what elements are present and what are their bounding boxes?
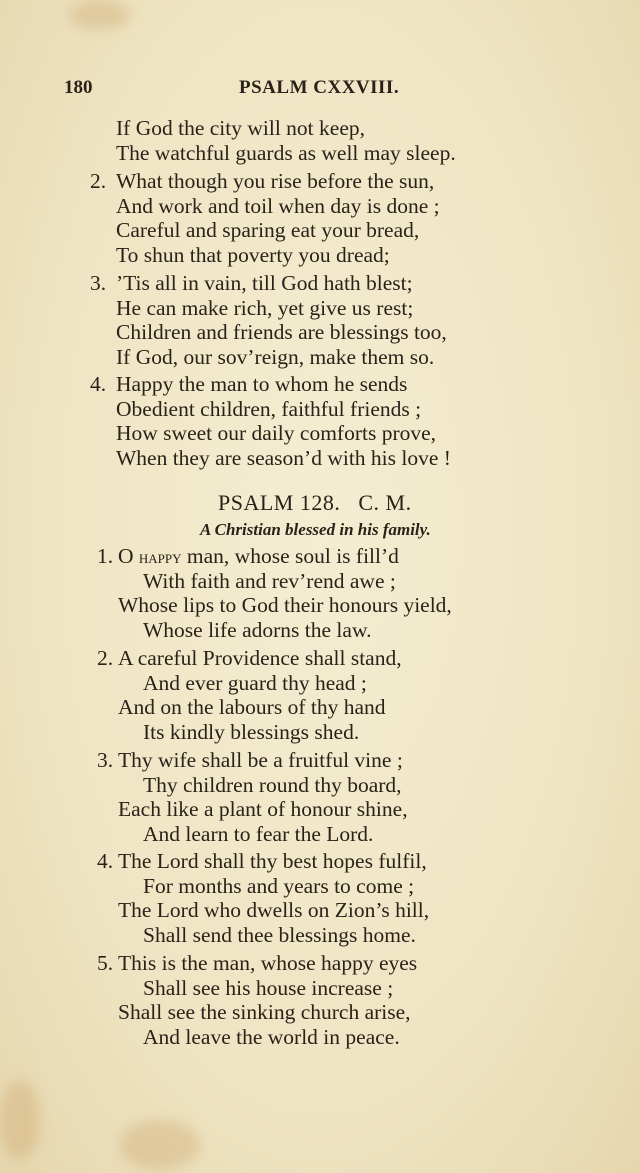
paper-stain [120, 1120, 200, 1170]
psalm-subtitle: A Christian blessed in his family. [200, 520, 431, 539]
running-head: PSALM CXXVIII. [239, 77, 400, 98]
verse-line: This is the man, whose happy eyes [118, 951, 418, 975]
verse-line: And ever guard thy head ; [143, 670, 367, 695]
verse-line: Thy wife shall be a fruitful vine ; [118, 748, 403, 772]
stanza-number: 4. [97, 849, 114, 873]
verse-line: Children and friends are blessings too, [116, 320, 447, 345]
verse-line: A careful Providence shall stand, [118, 646, 402, 670]
verse-line: Careful and sparing eat your bread, [116, 218, 420, 243]
verse-line: Whose lips to God their honours yield, [118, 593, 452, 617]
verse-line: And leave the world in peace. [143, 1024, 400, 1049]
verse-line: He can make rich, yet give us rest; [116, 295, 414, 320]
verse-line: Obedient children, faithful friends ; [116, 396, 422, 421]
verse-line: And on the labours of thy hand [118, 695, 386, 719]
verse-line: The Lord shall thy best hopes fulfil, [118, 849, 427, 873]
verse-line: If God, our sov’reign, make them so. [116, 345, 435, 370]
verse-line: With faith and rev’rend awe ; [143, 568, 396, 593]
stanza-number: 5. [97, 951, 114, 975]
verse-line: Happy the man to whom he sends [116, 372, 408, 396]
verse-line: For months and years to come ; [143, 873, 415, 898]
verse-line: The watchful guards as well may sleep. [116, 141, 456, 165]
verse-line: Shall send thee blessings home. [143, 922, 416, 947]
verse-line [118, 544, 399, 570]
verse-line: Each like a plant of honour shine, [118, 797, 408, 821]
initial-word: O [118, 544, 134, 568]
verse-line: Whose life adorns the law. [143, 617, 372, 642]
verse-line: Shall see the sinking church arise, [118, 1000, 411, 1024]
verse-line: Its kindly blessings shed. [143, 719, 360, 744]
verse-line: And learn to fear the Lord. [143, 821, 374, 846]
verse-line: To shun that poverty you dread; [116, 243, 390, 268]
stanza-number: 3. [90, 271, 107, 295]
stanza-number: 2. [97, 646, 114, 670]
verse-line: Shall see his house increase ; [143, 975, 394, 1000]
paper-stain [0, 1080, 40, 1160]
verse-line: And work and toil when day is done ; [116, 193, 440, 218]
stanza-number: 1. [97, 544, 114, 568]
stanza-number: 2. [90, 169, 107, 193]
stanza-number: 4. [90, 372, 107, 396]
verse-line: The Lord who dwells on Zion’s hill, [118, 898, 430, 922]
paper-stain [70, 0, 130, 30]
verse-line: When they are season’d with his love ! [116, 446, 451, 471]
psalm-title: PSALM 128. C. M. [218, 490, 412, 515]
verse-line: How sweet our daily comforts prove, [116, 421, 437, 446]
verse-line: ’Tis all in vain, till God hath blest; [116, 271, 413, 295]
verse-line: If God the city will not keep, [116, 116, 365, 140]
smallcaps-word: happy [138, 547, 182, 568]
verse-line: Thy children round thy board, [143, 772, 402, 797]
page-number: 180 [64, 77, 93, 98]
verse-line-rest: man, whose soul is fill’d [181, 544, 399, 568]
stanza-number: 3. [97, 748, 114, 772]
verse-line: What though you rise before the sun, [116, 169, 435, 193]
